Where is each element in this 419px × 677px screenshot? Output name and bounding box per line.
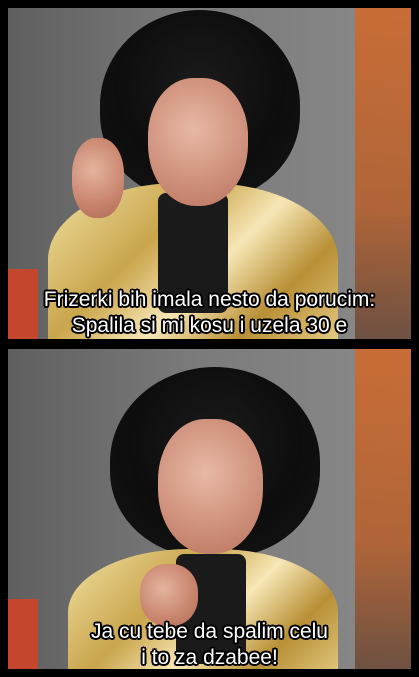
woman-face (148, 78, 248, 206)
caption-line: Frizerki bih imala nesto da porucim: (43, 288, 376, 311)
caption-line: Ja cu tebe da spalim celu (91, 620, 328, 643)
woman-pointing-hand (140, 564, 198, 626)
caption-line: i to za dzabee! (141, 646, 278, 669)
woman-face (158, 419, 263, 554)
caption-line: Spalila si mi kosu i uzela 30 e (71, 314, 348, 337)
woman-hand (72, 138, 124, 218)
caption-top (0, 287, 419, 339)
caption-bottom (0, 619, 419, 671)
